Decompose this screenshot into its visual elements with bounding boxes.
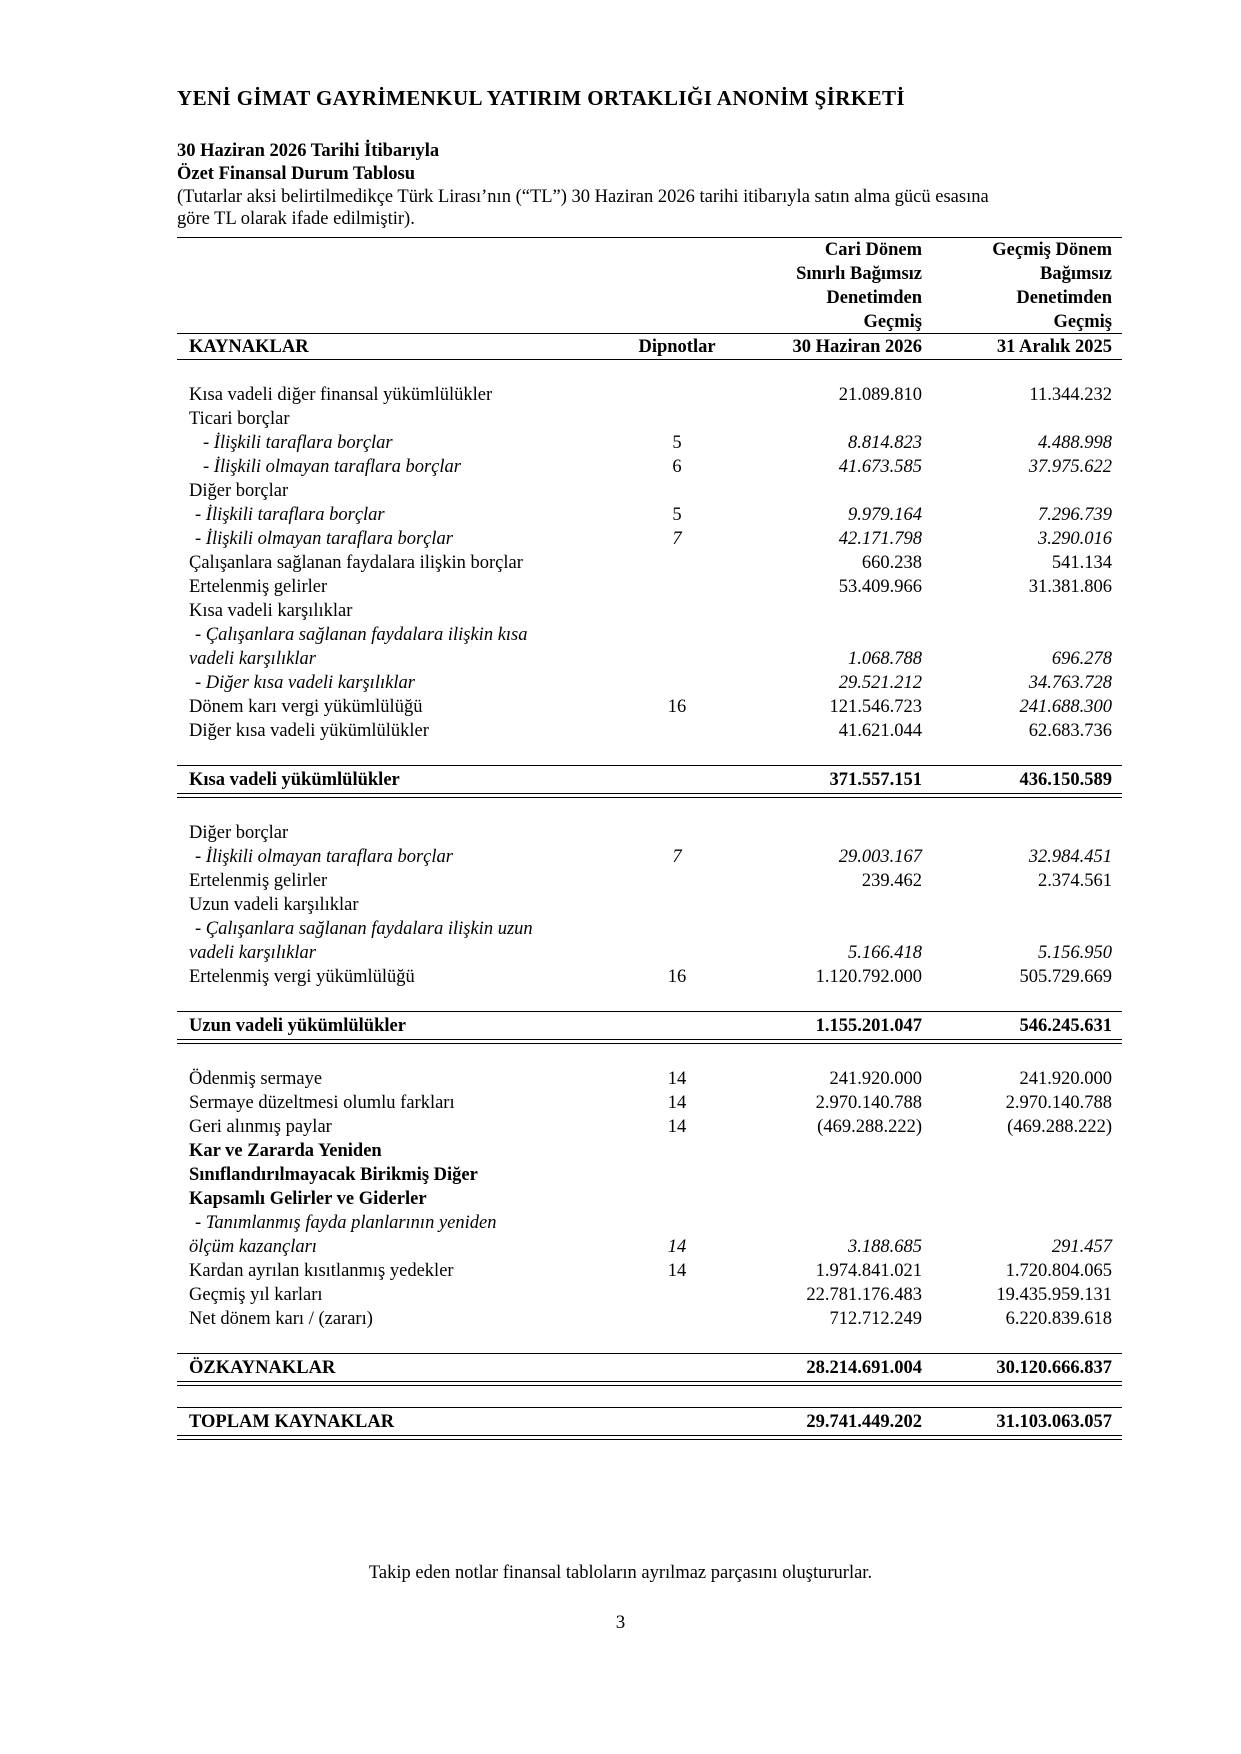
column-label-row <box>177 335 1122 359</box>
current-period-value: 371.557.151 <box>829 770 922 790</box>
table-row <box>177 1211 1122 1235</box>
section-label: KAYNAKLAR <box>189 337 309 357</box>
page-number: 3 <box>615 1612 626 1633</box>
prior-period-value: 11.344.232 <box>1029 385 1112 405</box>
current-period-value: 41.673.585 <box>838 457 922 477</box>
row-label: Ticari borçlar <box>189 409 290 429</box>
row-label: - İlişkili olmayan taraflara borçlar <box>195 529 453 549</box>
table-top-rule <box>177 237 1122 238</box>
prior-period-value: 5.156.950 <box>1038 943 1112 963</box>
prior-period-value: 30.120.666.837 <box>996 1358 1112 1378</box>
row-label: Kardan ayrılan kısıtlanmış yedekler <box>189 1261 454 1281</box>
current-period-value: 121.546.723 <box>829 697 922 717</box>
grand-total-row <box>177 1410 1122 1434</box>
row-label: vadeli karşılıklar <box>189 943 316 963</box>
row-label: - İlişkili taraflara borçlar <box>195 505 385 525</box>
row-label: Net dönem karı / (zararı) <box>189 1309 373 1329</box>
current-header-line: Denetimden <box>826 288 922 308</box>
table-row <box>177 965 1122 989</box>
prior-header-line: Denetimden <box>1016 288 1112 308</box>
row-label: Uzun vadeli karşılıklar <box>189 895 359 915</box>
row-label: Kapsamlı Gelirler ve Giderler <box>189 1189 427 1209</box>
prior-period-value: 3.290.016 <box>1038 529 1112 549</box>
current-header-line: Cari Dönem <box>824 240 922 260</box>
total-rule <box>177 1407 1122 1408</box>
row-label: Çalışanlara sağlanan faydalara ilişkin borçlar <box>189 553 523 573</box>
current-period-value: 21.089.810 <box>838 385 922 405</box>
total-rule <box>177 1439 1122 1440</box>
table-row <box>177 917 1122 941</box>
current-period-value: 712.712.249 <box>829 1309 922 1329</box>
table-row <box>177 671 1122 695</box>
table-row <box>177 383 1122 407</box>
current-period-header <box>796 238 922 334</box>
row-label: - Tanımlanmış fayda planlarının yeniden <box>195 1213 497 1233</box>
footer-note: Takip eden notlar finansal tabloların ayrılmaz parçasını oluştururlar. <box>368 1563 873 1583</box>
table-row <box>177 1235 1122 1259</box>
subtotal-rule <box>177 1381 1122 1382</box>
table-row <box>177 431 1122 455</box>
current-period-value: 1.155.201.047 <box>815 1016 922 1036</box>
prior-period-value: 436.150.589 <box>1019 770 1112 790</box>
row-note-ref: 14 <box>667 1117 687 1137</box>
row-label: Sınıflandırılmayacak Birikmiş Diğer <box>189 1165 478 1185</box>
currency-note-1: (Tutarlar aksi belirtilmedikçe Türk Lirası’nın (“TL”) 30 Haziran 2026 tarihi itibarıyla satın alma gücü esasına <box>177 187 989 207</box>
table-row <box>177 1283 1122 1307</box>
row-label: Geçmiş yıl karları <box>189 1285 323 1305</box>
table-row <box>177 1187 1122 1211</box>
prior-period-value: 541.134 <box>1051 553 1112 573</box>
table-row <box>177 869 1122 893</box>
prior-period-value: 37.975.622 <box>1028 457 1112 477</box>
prior-period-value: 19.435.959.131 <box>996 1285 1112 1305</box>
row-label: ÖZKAYNAKLAR <box>189 1358 336 1378</box>
row-note-ref: 6 <box>672 457 682 477</box>
row-label: - Çalışanlara sağlanan faydalara ilişkin uzun <box>195 919 533 939</box>
current-period-value: 5.166.418 <box>848 943 922 963</box>
current-period-value: 3.188.685 <box>848 1237 922 1257</box>
current-period-value: 22.781.176.483 <box>806 1285 922 1305</box>
table-row <box>177 1139 1122 1163</box>
row-label: Uzun vadeli yükümlülükler <box>189 1016 406 1036</box>
row-note-ref: 5 <box>672 505 682 525</box>
current-period-value: 8.814.823 <box>848 433 922 453</box>
table-row <box>177 551 1122 575</box>
current-period-value: 29.003.167 <box>838 847 922 867</box>
table-row <box>177 575 1122 599</box>
current-period-value: 2.970.140.788 <box>815 1093 922 1113</box>
table-row <box>177 647 1122 671</box>
company-name: YENİ GİMAT GAYRİMENKUL YATIRIM ORTAKLIĞI ANONİM ŞİRKETİ <box>177 86 905 110</box>
table-row <box>177 719 1122 743</box>
table-row <box>177 1307 1122 1331</box>
current-period-value: (469.288.222) <box>817 1117 922 1137</box>
current-header-line: Geçmiş <box>863 312 922 332</box>
row-label: Geri alınmış paylar <box>189 1117 332 1137</box>
row-note-ref: 5 <box>672 433 682 453</box>
header-bottom-rule <box>177 359 1122 360</box>
table-row <box>177 503 1122 527</box>
table-row <box>177 623 1122 647</box>
current-period-value: 9.979.164 <box>848 505 922 525</box>
row-note-ref: 14 <box>667 1237 687 1257</box>
row-label: Kar ve Zararda Yeniden <box>189 1141 382 1161</box>
prior-period-value: 32.984.451 <box>1028 847 1112 867</box>
prior-period-value: 241.920.000 <box>1019 1069 1112 1089</box>
subtotal-rule <box>177 793 1122 794</box>
table-row <box>177 1115 1122 1139</box>
row-note-ref: 14 <box>667 1093 687 1113</box>
current-date-label: 30 Haziran 2026 <box>792 337 922 357</box>
table-row <box>177 1163 1122 1187</box>
prior-date-label: 31 Aralık 2025 <box>996 337 1112 357</box>
prior-header-line: Geçmiş Dönem <box>992 240 1112 260</box>
table-row <box>177 941 1122 965</box>
row-label: Kısa vadeli karşılıklar <box>189 601 353 621</box>
prior-period-value: 1.720.804.065 <box>1005 1261 1112 1281</box>
row-label: Kısa vadeli yükümlülükler <box>189 770 400 790</box>
prior-period-value: 4.488.998 <box>1038 433 1112 453</box>
prior-period-value: 31.381.806 <box>1028 577 1112 597</box>
row-label: Sermaye düzeltmesi olumlu farkları <box>189 1093 455 1113</box>
prior-period-value: 2.970.140.788 <box>1005 1093 1112 1113</box>
row-label: - İlişkili olmayan taraflara borçlar <box>203 457 461 477</box>
row-note-ref: 14 <box>667 1069 687 1089</box>
row-label: Diğer kısa vadeli yükümlülükler <box>189 721 429 741</box>
prior-period-value: 62.683.736 <box>1028 721 1112 741</box>
prior-period-value: 546.245.631 <box>1019 1016 1112 1036</box>
table-row <box>177 479 1122 503</box>
subtotal-rule <box>177 1043 1122 1044</box>
current-period-value: 660.238 <box>861 553 922 573</box>
prior-period-value: (469.288.222) <box>1007 1117 1112 1137</box>
row-label: Ödenmiş sermaye <box>189 1069 323 1089</box>
table-row <box>177 821 1122 845</box>
subtotal-rule <box>177 1385 1122 1386</box>
table-row <box>177 845 1122 869</box>
table-row <box>177 1259 1122 1283</box>
current-period-value: 241.920.000 <box>829 1069 922 1089</box>
current-header-line: Sınırlı Bağımsız <box>796 264 922 284</box>
row-label: - Diğer kısa vadeli karşılıklar <box>195 673 415 693</box>
subtotal-rule <box>177 1011 1122 1012</box>
current-period-value: 239.462 <box>861 871 922 891</box>
row-note-ref: 7 <box>672 847 682 867</box>
table-row <box>177 407 1122 431</box>
equity-total-row <box>177 1356 1122 1380</box>
total-rule <box>177 1435 1122 1436</box>
current-period-value: 29.741.449.202 <box>806 1412 922 1432</box>
row-label: TOPLAM KAYNAKLAR <box>189 1412 395 1432</box>
currency-note-2: göre TL olarak ifade edilmiştir). <box>177 209 415 229</box>
current-period-value: 41.621.044 <box>838 721 922 741</box>
subtotal-rule <box>177 765 1122 766</box>
statement-date: 30 Haziran 2026 Tarihi İtibarıyla <box>177 141 440 161</box>
current-period-value: 42.171.798 <box>838 529 922 549</box>
prior-period-value: 6.220.839.618 <box>1005 1309 1112 1329</box>
row-label: Kısa vadeli diğer finansal yükümlülükler <box>189 385 493 405</box>
prior-period-value: 291.457 <box>1051 1237 1112 1257</box>
table-row <box>177 1091 1122 1115</box>
row-label: Ertelenmiş gelirler <box>189 871 328 891</box>
row-label: Ertelenmiş vergi yükümlülüğü <box>189 967 415 987</box>
table-row <box>177 455 1122 479</box>
prior-period-value: 696.278 <box>1051 649 1112 669</box>
table-row <box>177 599 1122 623</box>
row-note-ref: 16 <box>667 967 687 987</box>
prior-period-value: 7.296.739 <box>1038 505 1112 525</box>
row-note-ref: 14 <box>667 1261 687 1281</box>
row-label: - Çalışanlara sağlanan faydalara ilişkin kısa <box>195 625 528 645</box>
current-period-value: 28.214.691.004 <box>806 1358 922 1378</box>
short-term-total-row <box>177 768 1122 792</box>
prior-period-value: 241.688.300 <box>1019 697 1112 717</box>
long-term-total-row <box>177 1014 1122 1038</box>
statement-title: Özet Finansal Durum Tablosu <box>177 164 415 184</box>
subtotal-rule <box>177 1039 1122 1040</box>
subtotal-rule <box>177 797 1122 798</box>
current-period-value: 29.521.212 <box>838 673 922 693</box>
row-label: - İlişkili olmayan taraflara borçlar <box>195 847 453 867</box>
prior-period-value: 2.374.561 <box>1038 871 1112 891</box>
row-label: vadeli karşılıklar <box>189 649 316 669</box>
row-note-ref: 16 <box>667 697 687 717</box>
row-label: Ertelenmiş gelirler <box>189 577 328 597</box>
table-row <box>177 893 1122 917</box>
row-label: Diğer borçlar <box>189 481 289 501</box>
table-row <box>177 1067 1122 1091</box>
prior-period-value: 505.729.669 <box>1019 967 1112 987</box>
row-label: Dönem karı vergi yükümlülüğü <box>189 697 423 717</box>
row-note-ref: 7 <box>672 529 682 549</box>
table-row <box>177 695 1122 719</box>
prior-period-header <box>992 238 1112 334</box>
row-label: Diğer borçlar <box>189 823 289 843</box>
notes-column-label: Dipnotlar <box>638 337 716 357</box>
row-label: ölçüm kazançları <box>189 1237 317 1257</box>
prior-header-line: Bağımsız <box>1040 264 1112 284</box>
current-period-value: 53.409.966 <box>838 577 922 597</box>
header-rule <box>177 333 1122 334</box>
current-period-value: 1.120.792.000 <box>815 967 922 987</box>
current-period-value: 1.974.841.021 <box>815 1261 922 1281</box>
prior-header-line: Geçmiş <box>1053 312 1112 332</box>
prior-period-value: 34.763.728 <box>1028 673 1112 693</box>
row-label: - İlişkili taraflara borçlar <box>203 433 393 453</box>
prior-period-value: 31.103.063.057 <box>996 1412 1112 1432</box>
subtotal-rule <box>177 1353 1122 1354</box>
current-period-value: 1.068.788 <box>848 649 922 669</box>
table-row <box>177 527 1122 551</box>
